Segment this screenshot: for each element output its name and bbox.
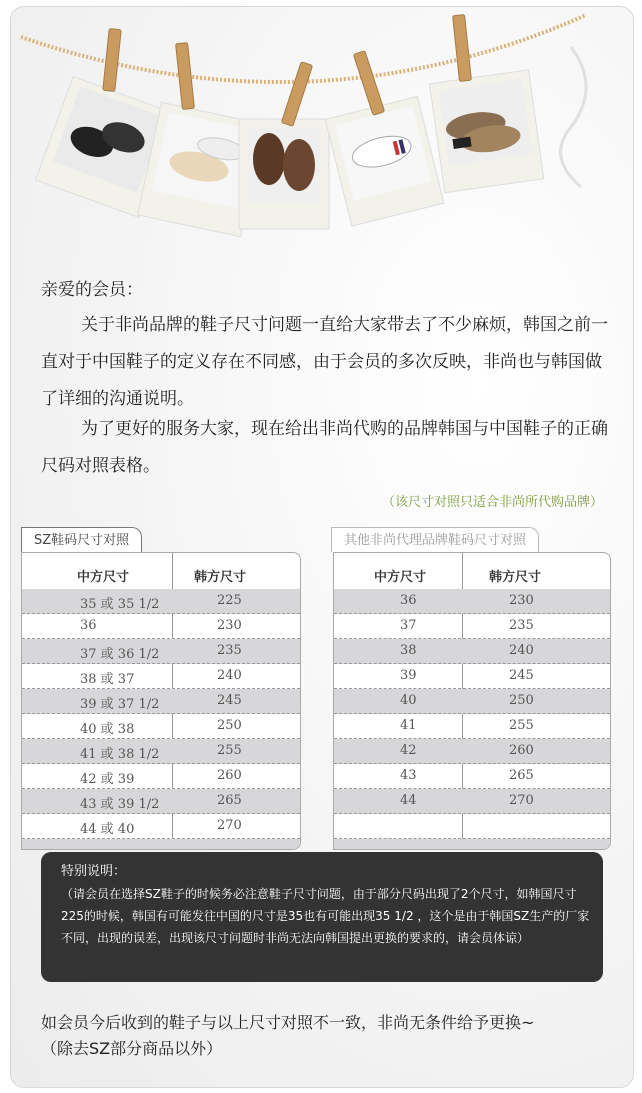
col-cn-size: 中方尺寸 bbox=[77, 570, 130, 585]
table-row bbox=[334, 639, 610, 664]
cn-size-cell: 44 或 40 bbox=[80, 822, 135, 837]
table-row bbox=[22, 814, 300, 839]
kr-size-cell: 225 bbox=[217, 593, 242, 608]
kr-size-cell: 265 bbox=[509, 768, 534, 783]
cn-size-cell: 37 bbox=[400, 618, 417, 633]
kr-size-cell: 235 bbox=[217, 643, 242, 658]
kr-size-cell: 260 bbox=[217, 768, 242, 783]
page-frame bbox=[10, 6, 634, 1088]
special-note-box bbox=[41, 852, 603, 982]
table-row bbox=[334, 589, 610, 614]
cn-size-cell: 42 或 39 bbox=[80, 772, 135, 787]
kr-size-cell: 230 bbox=[217, 618, 242, 633]
shoe-photo-3 bbox=[239, 119, 329, 229]
kr-size-cell: 270 bbox=[217, 818, 242, 833]
cn-size-cell: 38 或 37 bbox=[80, 672, 135, 687]
table-row-empty bbox=[334, 814, 610, 839]
cn-size-cell: 43 bbox=[400, 768, 417, 783]
other-table-tab: 其他非尚代理品牌鞋码尺寸对照 bbox=[331, 527, 539, 552]
kr-size-cell: 240 bbox=[217, 668, 242, 683]
cn-size-cell: 35 或 35 1/2 bbox=[80, 597, 160, 612]
table-row-empty bbox=[22, 839, 300, 850]
table-row bbox=[334, 689, 610, 714]
kr-size-cell: 255 bbox=[217, 743, 242, 758]
hero-shoe-photos bbox=[11, 7, 633, 257]
table-row bbox=[334, 764, 610, 789]
col-kr-size: 韩方尺寸 bbox=[194, 570, 247, 585]
cn-size-cell: 37 或 36 1/2 bbox=[80, 647, 160, 662]
cn-size-cell: 41 或 38 1/2 bbox=[80, 747, 160, 762]
table-row bbox=[22, 689, 300, 714]
table-row bbox=[22, 739, 300, 764]
table-row bbox=[334, 664, 610, 689]
special-note-body: （请会员在选择SZ鞋子的时候务必注意鞋子尺寸问题，由于部分尺码出现了2个尺寸，如韩国尺寸225的时候，韩国有可能发往中国的尺寸是35也有可能出现35 1/2 ，这个是由于韩国SZ生产的厂家不同，出现的误差，出现该尺寸问题时非尚无法向韩国提出更换的要求的，请会员体谅） bbox=[61, 887, 590, 945]
applicability-note: （该尺寸对照只适合非尚所代购品牌） bbox=[381, 495, 603, 510]
table-row bbox=[22, 589, 300, 614]
shoe-photo-4 bbox=[325, 96, 444, 226]
sz-table-rows bbox=[22, 589, 300, 850]
table-row bbox=[334, 714, 610, 739]
cn-size-cell: 39 或 37 1/2 bbox=[80, 697, 160, 712]
kr-size-cell: 260 bbox=[509, 743, 534, 758]
kr-size-cell: 230 bbox=[509, 593, 534, 608]
greeting: 亲爱的会员： bbox=[41, 280, 143, 300]
special-note-title: 特别说明： bbox=[61, 864, 127, 879]
cn-size-cell: 38 bbox=[400, 643, 417, 658]
other-table-rows bbox=[334, 589, 610, 850]
kr-size-cell: 250 bbox=[217, 718, 242, 733]
cn-size-cell: 36 bbox=[80, 618, 97, 633]
purpose-paragraph: 为了更好的服务大家，现在给出非尚代购的品牌韩国与中国鞋子的正确尺码对照表格。 bbox=[41, 419, 608, 476]
cn-size-cell: 40 或 38 bbox=[80, 722, 135, 737]
kr-size-cell: 265 bbox=[217, 793, 242, 808]
cn-size-cell: 40 bbox=[400, 693, 417, 708]
table-row bbox=[22, 789, 300, 814]
kr-size-cell: 235 bbox=[509, 618, 534, 633]
shoe-photo-5 bbox=[429, 70, 543, 193]
table-row bbox=[22, 639, 300, 664]
kr-size-cell: 250 bbox=[509, 693, 534, 708]
exchange-policy bbox=[41, 1010, 534, 1062]
kr-size-cell: 240 bbox=[509, 643, 534, 658]
cn-size-cell: 42 bbox=[400, 743, 417, 758]
kr-size-cell: 245 bbox=[217, 693, 242, 708]
other-size-table bbox=[333, 552, 611, 850]
table-row bbox=[334, 739, 610, 764]
cn-size-cell: 36 bbox=[400, 593, 417, 608]
table-row bbox=[334, 614, 610, 639]
table-row bbox=[22, 714, 300, 739]
table-row bbox=[22, 664, 300, 689]
table-row bbox=[334, 789, 610, 814]
exchange-policy-line1: 如会员今后收到的鞋子与以上尺寸对照不一致，非尚无条件给予更换~ bbox=[41, 1013, 535, 1032]
kr-size-cell: 255 bbox=[509, 718, 534, 733]
sz-table-tab: SZ鞋码尺寸对照 bbox=[21, 527, 142, 552]
col-cn-size: 中方尺寸 bbox=[374, 570, 427, 585]
col-kr-size: 韩方尺寸 bbox=[489, 570, 542, 585]
table-row bbox=[22, 764, 300, 789]
cn-size-cell: 44 bbox=[400, 793, 417, 808]
intro-paragraph: 关于非尚品牌的鞋子尺寸问题一直给大家带去了不少麻烦，韩国之前一直对于中国鞋子的定义存在不同感，由于会员的多次反映，非尚也与韩国做了详细的沟通说明。 bbox=[41, 315, 608, 409]
other-table-header bbox=[334, 563, 610, 585]
sz-table-header bbox=[22, 563, 300, 585]
cn-size-cell: 43 或 39 1/2 bbox=[80, 797, 160, 812]
kr-size-cell: 270 bbox=[509, 793, 534, 808]
cn-size-cell: 39 bbox=[400, 668, 417, 683]
table-row bbox=[22, 614, 300, 639]
table-row-empty bbox=[334, 839, 610, 850]
cn-size-cell: 41 bbox=[400, 718, 417, 733]
kr-size-cell: 245 bbox=[509, 668, 534, 683]
exchange-policy-line2: （除去SZ部分商品以外） bbox=[41, 1039, 223, 1058]
sz-size-table bbox=[21, 552, 301, 850]
